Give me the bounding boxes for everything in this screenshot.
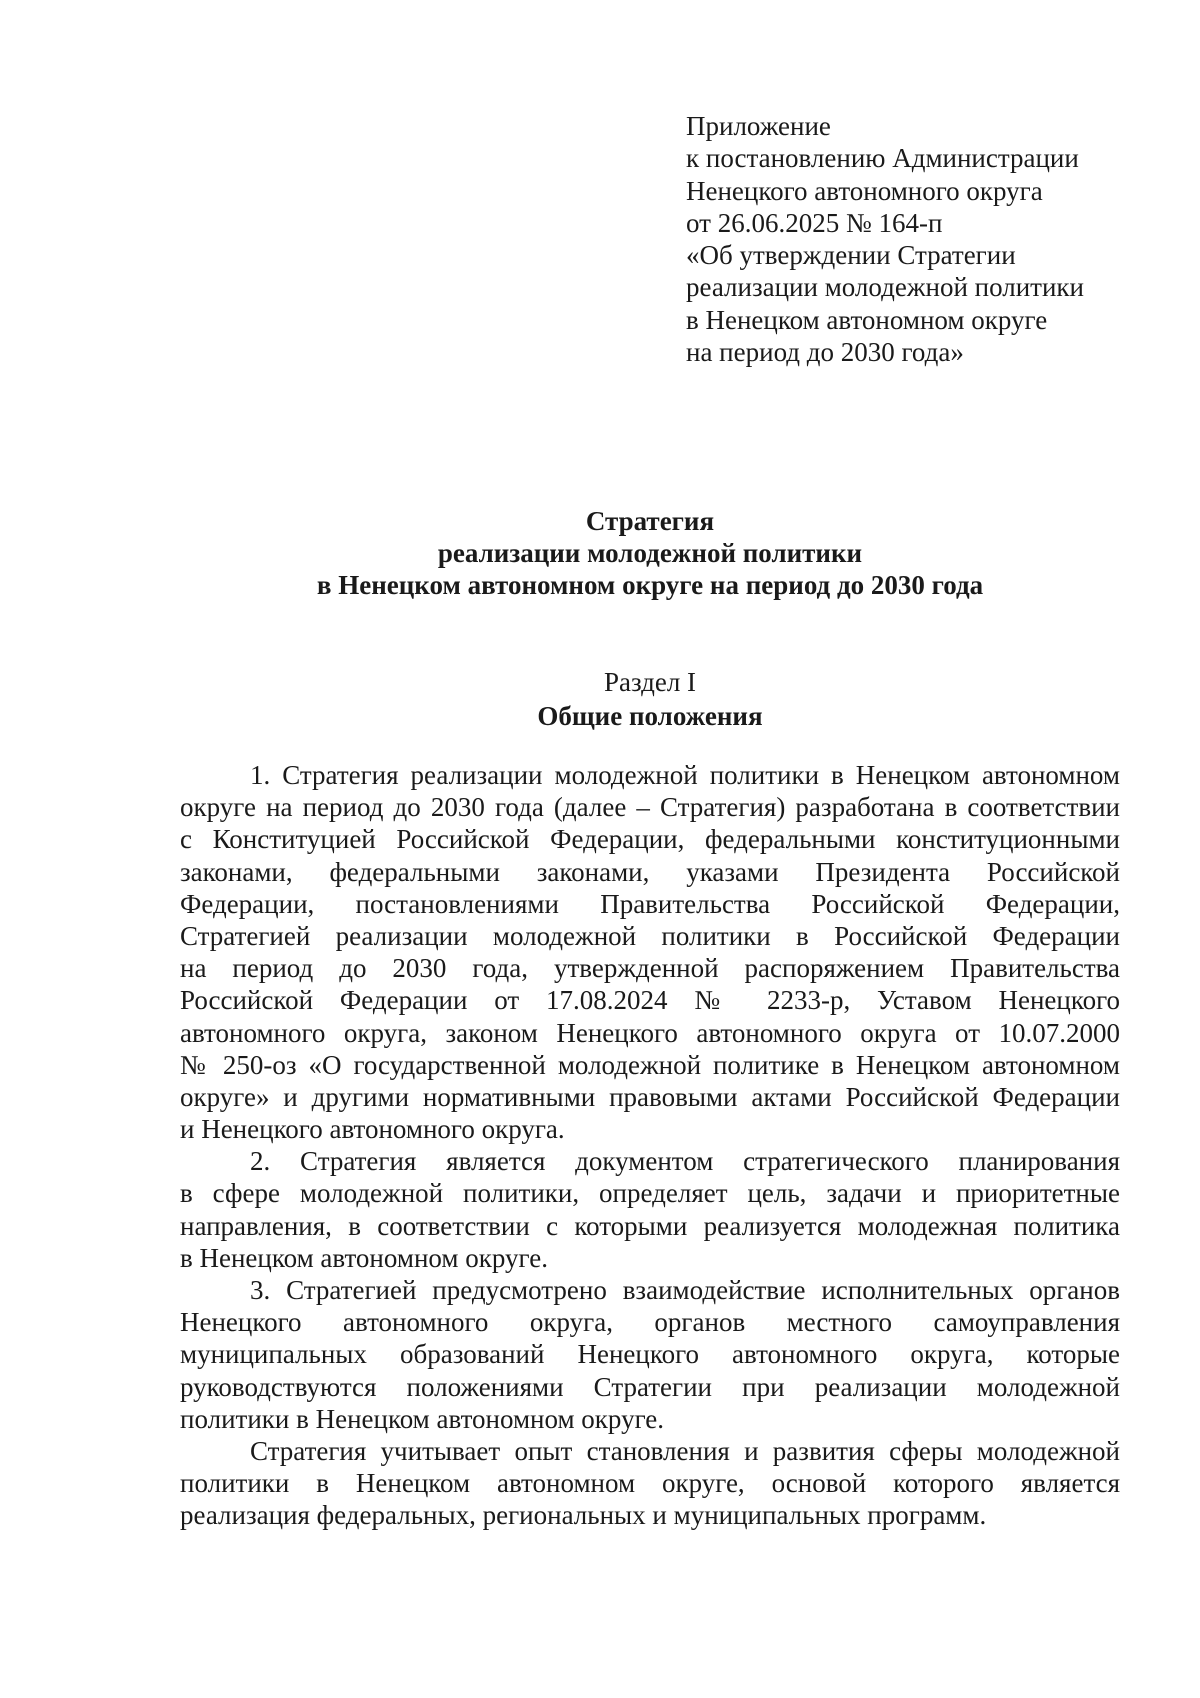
paragraph-line: Стратегией реализации молодежной политики в Российской Федерации [180,920,1120,951]
document-title [180,505,1120,601]
paragraph [180,1145,1120,1274]
paragraph-line: с Конституцией Российской Федерации, федеральными конституционными [180,824,1120,855]
document-body [180,759,1120,1532]
section-heading [180,665,1120,733]
section-number: Раздел I [603,667,697,697]
paragraph-line: 2. Стратегия является документом стратегического планирования [250,1146,1120,1177]
paragraph-line: политики в Ненецком автономном округе, основой которого является [180,1468,1120,1499]
title-line: Стратегия [585,506,715,536]
title-line: реализации молодежной политики [437,538,863,568]
paragraph-line: руководствуются положениями Стратегии при реализации молодежной [180,1371,1120,1402]
paragraph-line: направления, в соответствии с которыми реализуется молодежная политика [180,1210,1120,1241]
appendix-line: от 26.06.2025 № 164-п [686,207,943,238]
title-line: в Ненецком автономном округе на период до 2030 года [316,570,984,600]
paragraph-line: № 250-оз «О государственной молодежной политике в Ненецком автономном [180,1049,1120,1080]
paragraph-line: 1. Стратегия реализации молодежной политики в Ненецком автономном [250,760,1120,790]
paragraph [180,759,1120,1145]
paragraph-line: в сфере молодежной политики, определяет цель, задачи и приоритетные [180,1178,1120,1209]
appendix-line: на период до 2030 года» [686,337,964,368]
paragraph-line: автономного округа, законом Ненецкого автономного округа от 10.07.2000 [180,1017,1120,1048]
paragraph-line: политики в Ненецком автономном округе. [180,1403,665,1434]
paragraph-line: реализация федеральных, региональных и муниципальных программ. [180,1500,987,1531]
paragraph-line: округе на период до 2030 года (далее – Стратегия) разработана в соответствии [180,792,1120,823]
appendix-line: реализации молодежной политики [686,272,1084,303]
appendix-line: «Об утверждении Стратегии [686,240,1016,271]
appendix-line: Приложение [686,111,831,141]
paragraph-line: в Ненецком автономном округе. [180,1242,548,1273]
paragraph [180,1274,1120,1435]
appendix-block [686,110,1146,368]
paragraph [180,1435,1120,1532]
paragraph-line: и Ненецкого автономного округа. [180,1114,565,1145]
paragraph-line: округе» и другими нормативными правовыми актами Российской Федерации [180,1081,1120,1112]
appendix-line: к постановлению Администрации [686,143,1079,174]
appendix-line: в Ненецком автономном округе [686,304,1048,335]
paragraph-line: муниципальных образований Ненецкого автономного округа, которые [180,1339,1120,1370]
section-name: Общие положения [537,701,763,731]
paragraph-line: Федерации, постановлениями Правительства Российской Федерации, [180,888,1120,919]
paragraph-line: Ненецкого автономного округа, органов местного самоуправления [180,1307,1120,1338]
paragraph-line: Российской Федерации от 17.08.2024 № 2233-р, Уставом Ненецкого [180,985,1120,1016]
appendix-line: Ненецкого автономного округа [686,175,1043,206]
paragraph-line: законами, федеральными законами, указами Президента Российской [180,856,1120,887]
paragraph-line: Стратегия учитывает опыт становления и развития сферы молодежной [250,1435,1120,1466]
paragraph-line: на период до 2030 года, утвержденной распоряжением Правительства [180,953,1120,984]
paragraph-line: 3. Стратегией предусмотрено взаимодействие исполнительных органов [250,1275,1120,1305]
